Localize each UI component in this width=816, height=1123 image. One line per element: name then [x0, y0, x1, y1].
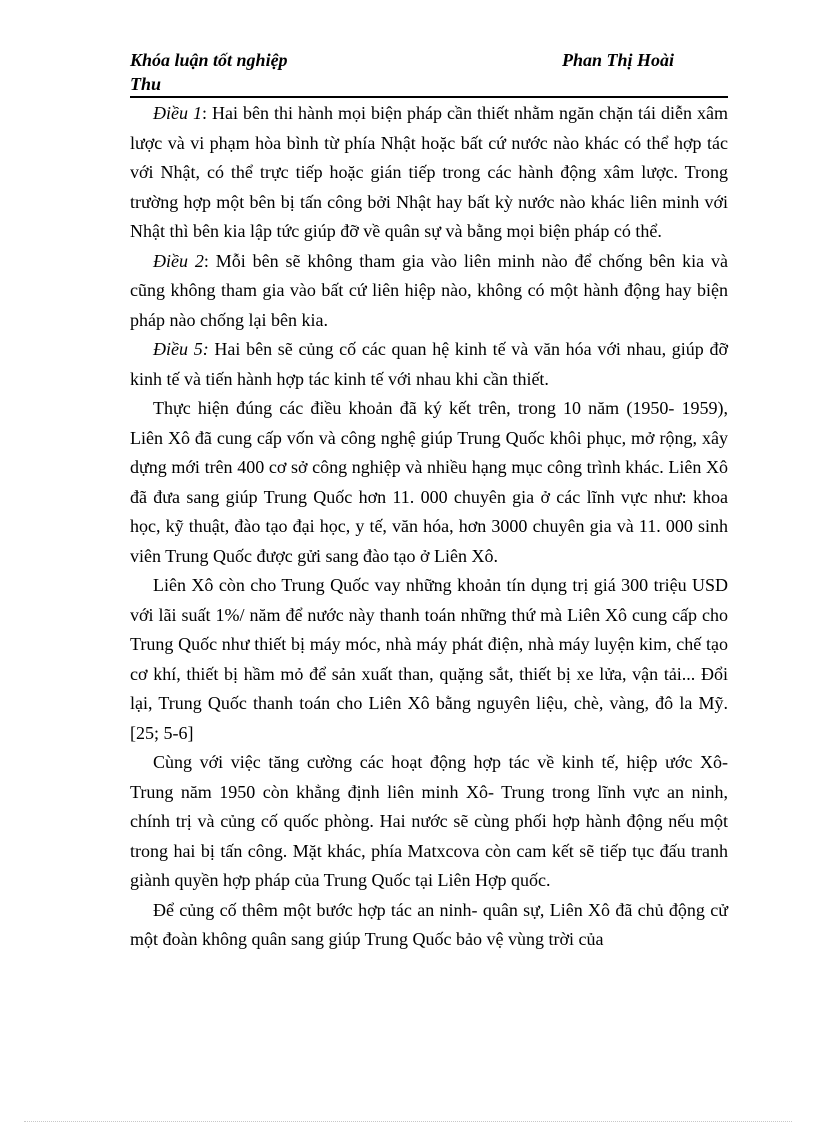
header-title [130, 48, 330, 96]
paragraph-dieu-5 [130, 335, 728, 394]
paragraph-text: : Hai bên thi hành mọi biện pháp cần thiết nhằm ngăn chặn tái diễn xâm lược và vi phạm hòa bình từ phía Nhật hoặc bất cứ nước nào khác có thể hợp tác với Nhật, có thể trực tiếp hoặc gián tiếp trong các hành động xâm lược. Trong trường hợp một bên bị tấn công bởi Nhật hay bất kỳ nước nào khác liên minh với Nhật thì bên kia lập tức giúp đỡ về quân sự và bằng mọi biện pháp có thể. [130, 103, 728, 241]
article-label: Điều 1 [153, 103, 202, 123]
header-author: Phan Thị Hoài [562, 50, 675, 70]
article-label: Điều 2 [153, 250, 204, 271]
paragraph-dieu-1 [130, 99, 728, 247]
page-bottom-divider [24, 1121, 792, 1122]
paragraph-dieu-2 [130, 247, 728, 336]
header-title-line1: Khóa luận tốt nghiệp [130, 50, 288, 70]
paragraph-text: : Mỗi bên sẽ không tham gia vào liên minh nào để chống bên kia và cũng không tham gia vào bất cứ liên hiệp nào, không có một hành động hay biện pháp nào chống lại bên kia. [130, 250, 728, 330]
paragraph: Thực hiện đúng các điều khoản đã ký kết trên, trong 10 năm (1950- 1959), Liên Xô đã cung cấp vốn và công nghệ giúp Trung Quốc khôi phục, mở rộng, xây dựng mới trên 400 cơ sở công nghiệp và nhiều hạng mục công trình khác. Liên Xô đã đưa sang giúp Trung Quốc hơn 11. 000 chuyên gia ở các lĩnh vực như: khoa học, kỹ thuật, đào tạo đại học, y tế, văn hóa, hơn 3000 chuyên gia và 11. 000 sinh viên Trung Quốc được gửi sang đào tạo ở Liên Xô. [130, 398, 728, 566]
paragraph: Để củng cố thêm một bước hợp tác an ninh- quân sự, Liên Xô đã chủ động cử một đoàn không quân sang giúp Trung Quốc bảo vệ vùng trời của [130, 899, 728, 949]
paragraph: Cùng với việc tăng cường các hoạt động hợp tác về kinh tế, hiệp ước Xô- Trung năm 1950 còn khẳng định liên minh Xô- Trung trong lĩnh vực an ninh, chính trị và củng cố quốc phòng. Hai nước sẽ cùng phối hợp hành động nếu một trong hai bị tấn công. Mặt khác, phía Matxcova còn cam kết sẽ tiếp tục đấu tranh giành quyền hợp pháp của Trung Quốc tại Liên Hợp quốc. [130, 752, 728, 890]
paragraph: Liên Xô còn cho Trung Quốc vay những khoản tín dụng trị giá 300 triệu USD với lãi suất 1%/ năm để nước này thanh toán những thứ mà Liên Xô cung cấp cho Trung Quốc như thiết bị máy móc, nhà máy phát điện, nhà máy luyện kim, chế tạo cơ khí, thiết bị hầm mỏ để sản xuất than, quặng sắt, thiết bị xe lửa, vận tải... Đổi lại, Trung Quốc thanh toán cho Liên Xô bằng nguyên liệu, chè, vàng, đô la Mỹ. [25; 5-6] [130, 575, 728, 743]
body-text [130, 99, 728, 955]
article-label: Điều 5: [153, 339, 209, 359]
header-title-line2: Thu [130, 74, 162, 94]
paragraph-text: Hai bên sẽ củng cố các quan hệ kinh tế và văn hóa với nhau, giúp đỡ kinh tế và tiến hành hợp tác kinh tế với nhau khi cần thiết. [130, 339, 728, 389]
header-divider [130, 96, 728, 98]
